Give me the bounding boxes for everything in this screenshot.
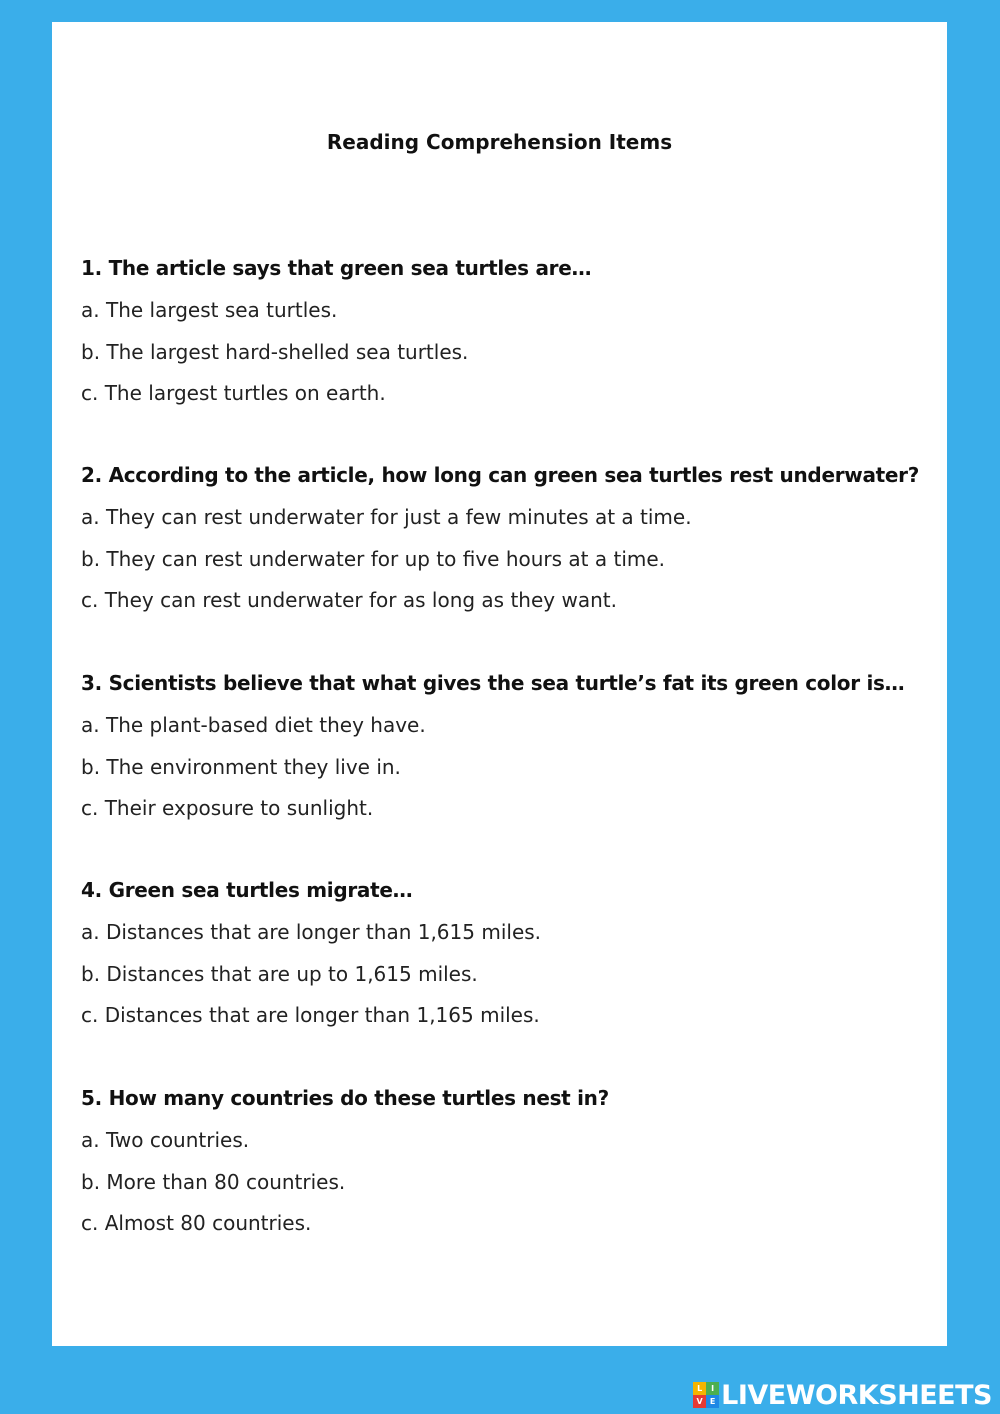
- liveworksheets-wordmark: LIVEWORKSHEETS: [721, 1379, 992, 1411]
- question-3: [81, 671, 936, 838]
- logo-letter: I: [706, 1382, 719, 1395]
- logo-letter: E: [706, 1395, 719, 1408]
- worksheet-page: [52, 22, 947, 1346]
- question-5: [81, 1086, 936, 1253]
- answer-option-b: b. Distances that are up to 1,615 miles.: [81, 961, 478, 986]
- answer-option-b: b. More than 80 countries.: [81, 1169, 346, 1194]
- answer-option-a: a. They can rest underwater for just a few minutes at a time.: [81, 505, 692, 529]
- answer-option-a: a. Two countries.: [81, 1128, 250, 1152]
- question-text: 3. Scientists believe that what gives the sea turtle’s fat its green color is…: [81, 671, 905, 695]
- liveworksheets-branding[interactable]: [693, 1380, 992, 1410]
- answer-option-c: c. Their exposure to sunlight.: [81, 796, 374, 820]
- question-text: 4. Green sea turtles migrate…: [81, 878, 413, 902]
- question-text: 1. The article says that green sea turtles are…: [81, 256, 592, 280]
- answer-option-a: a. The largest sea turtles.: [81, 298, 338, 322]
- question-4: [81, 878, 936, 1045]
- logo-letter: V: [693, 1395, 706, 1408]
- answer-option-b: b. The largest hard-shelled sea turtles.: [81, 339, 469, 364]
- question-text: 5. How many countries do these turtles nest in?: [81, 1086, 609, 1110]
- worksheet-title: Reading Comprehension Items: [326, 130, 673, 154]
- liveworksheets-logo-icon: [693, 1382, 719, 1408]
- question-1: [81, 256, 936, 423]
- question-text: 2. According to the article, how long can green sea turtles rest underwater?: [81, 463, 920, 487]
- answer-option-c: c. They can rest underwater for as long as they want.: [81, 588, 617, 612]
- answer-option-c: c. Distances that are longer than 1,165 miles.: [81, 1003, 540, 1027]
- answer-option-c: c. Almost 80 countries.: [81, 1211, 312, 1235]
- answer-option-a: a. Distances that are longer than 1,615 miles.: [81, 920, 542, 944]
- question-2: [81, 463, 936, 630]
- answer-option-b: b. They can rest underwater for up to five hours at a time.: [81, 546, 666, 571]
- answer-option-c: c. The largest turtles on earth.: [81, 381, 386, 405]
- answer-option-b: b. The environment they live in.: [81, 754, 401, 779]
- logo-letter: L: [693, 1382, 706, 1395]
- answer-option-a: a. The plant-based diet they have.: [81, 713, 426, 737]
